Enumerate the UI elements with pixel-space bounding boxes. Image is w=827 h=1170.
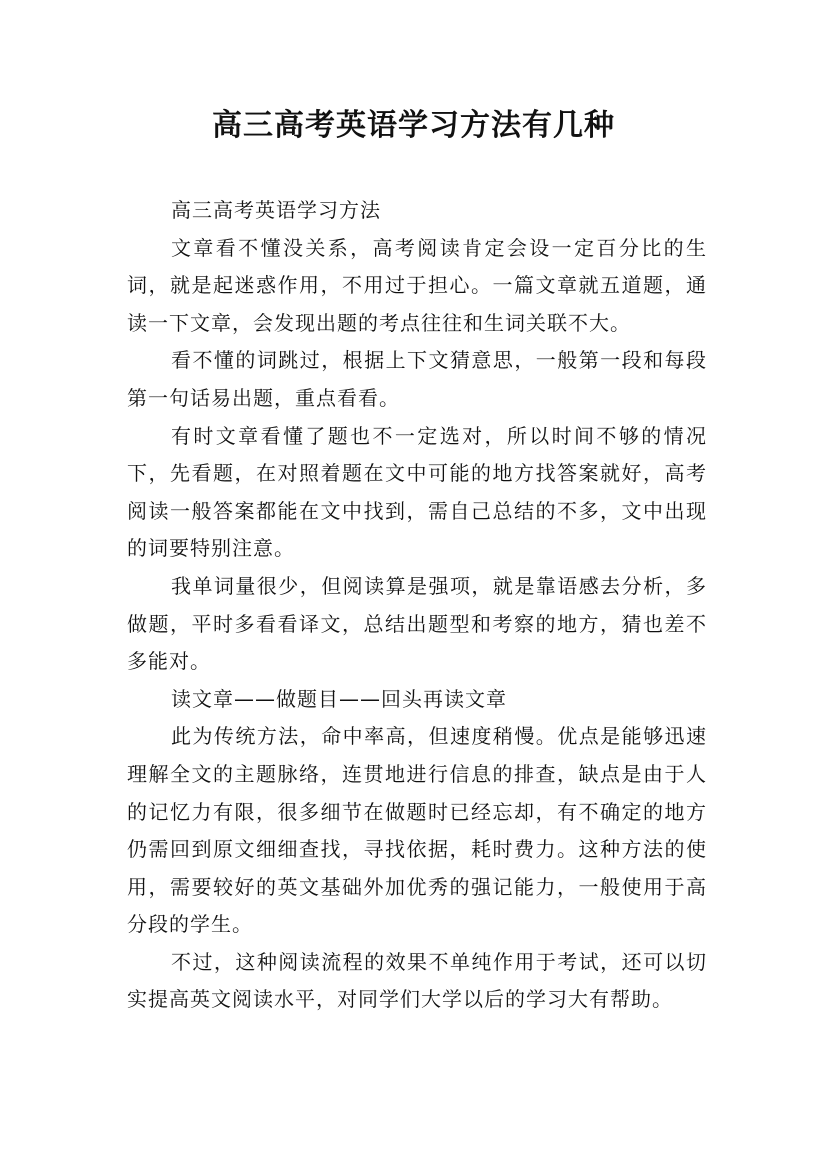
document-body (127, 192, 707, 1019)
document-title: 高三高考英语学习方法有几种 (212, 108, 615, 143)
paragraph: 文章看不懂没关系，高考阅读肯定会设一定百分比的生词，就是起迷惑作用，不用过于担心。一篇文章就五道题，通读一下文章，会发现出题的考点往往和生词关联不大。 (127, 235, 707, 335)
section-heading: 高三高考英语学习方法 (171, 198, 381, 222)
paragraph: 不过，这种阅读流程的效果不单纯作用于考试，还可以切实提高英文阅读水平，对同学们大学以后的学习大有帮助。 (127, 949, 707, 1012)
paragraph: 看不懂的词跳过，根据上下文猜意思，一般第一段和每段第一句话易出题，重点看看。 (127, 348, 707, 410)
section-heading: 读文章——做题目——回头再读文章 (171, 686, 507, 711)
paragraph: 此为传统方法，命中率高，但速度稍慢。优点是能够迅速理解全文的主题脉络，连贯地进行信息的排查，缺点是由于人的记忆力有限，很多细节在做题时已经忘却，有不确定的地方仍需回到原文细细查找，寻找依据，耗时费力。这种方法的使用，需要较好的英文基础外加优秀的强记能力，一般使用于高分段的学生。 (127, 724, 707, 937)
paragraph: 我单词量很少，但阅读算是强项，就是靠语感去分析，多做题，平时多看看译文，总结出题型和考察的地方，猜也差不多能对。 (127, 573, 707, 674)
paragraph: 有时文章看懂了题也不一定选对，所以时间不够的情况下，先看题，在对照着题在文中可能的地方找答案就好，高考阅读一般答案都能在文中找到，需自己总结的不多，文中出现的词要特别注意。 (127, 423, 707, 561)
